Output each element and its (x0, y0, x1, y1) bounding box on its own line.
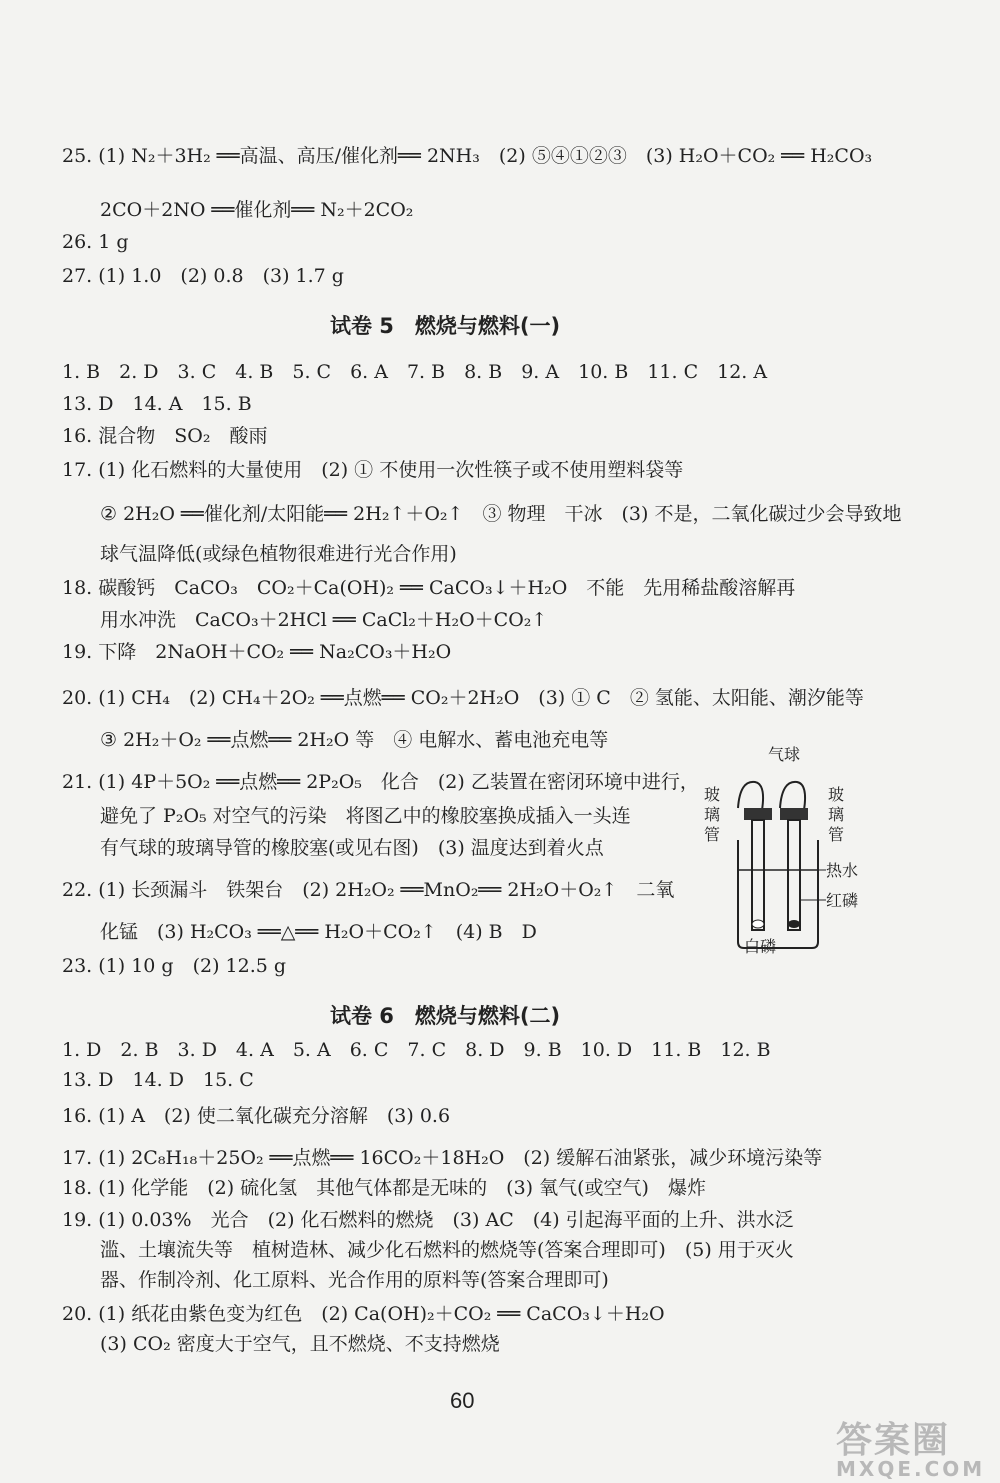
answer-line: 20. (1) CH₄ (2) CH₄＋2O₂ ══点燃══ CO₂＋2H₂O (3) ① C ② 氢能、太阳能、潮汐能等 (62, 687, 864, 709)
answer-line: 13. D 14. D 15. C (62, 1069, 254, 1091)
label-white-phosphorus: 白磷 (744, 937, 777, 955)
answer-line: 19. (1) 0.03% 光合 (2) 化石燃料的燃烧 (3) AC (4) 引起海平面的上升、洪水泛 (62, 1209, 794, 1231)
answer-line: 避免了 P₂O₅ 对空气的污染 将图乙中的橡胶塞换成插入一头连 (100, 805, 631, 827)
label-glass-left: 玻璃管 (704, 785, 721, 844)
answer-line: 2CO＋2NO ══催化剂══ N₂＋2CO₂ (100, 199, 414, 221)
label-hot-water: 热水 (826, 861, 859, 880)
answer-line: 17. (1) 2C₈H₁₈＋25O₂ ══点燃══ 16CO₂＋18H₂O (2) 缓解石油紧张，减少环境污染等 (62, 1147, 823, 1169)
watermark (836, 1412, 996, 1481)
answer-line: 18. 碳酸钙 CaCO₃ CO₂＋Ca(OH)₂ ══ CaCO₃↓＋H₂O 不能 先用稀盐酸溶解再 (62, 577, 796, 599)
answer-line: 17. (1) 化石燃料的大量使用 (2) ① 不使用一次性筷子或不使用塑料袋等 (62, 459, 684, 481)
label-glass-right: 玻璃管 (828, 785, 845, 844)
balloon-left-icon (738, 782, 763, 810)
answer-line: 滥、土壤流失等 植树造林、减少化石燃料的燃烧等(答案合理即可) (5) 用于灭火 (100, 1239, 794, 1261)
tube-left (752, 820, 764, 930)
answer-line: 16. (1) A (2) 使二氧化碳充分溶解 (3) 0.6 (62, 1105, 451, 1127)
watermark-url: MXQE.COM (836, 1457, 986, 1481)
answer-line: 1. D 2. B 3. D 4. A 5. A 6. C 7. C 8. D 9. B 10. D 11. B 12. B (62, 1039, 771, 1061)
answer-line: 22. (1) 长颈漏斗 铁架台 (2) 2H₂O₂ ══MnO₂══ 2H₂O＋O₂↑ 二氧 (62, 879, 675, 901)
answer-line: 1. B 2. D 3. C 4. B 5. C 6. A 7. B 8. B 9. A 10. B 11. C 12. A (62, 361, 768, 383)
watermark-text: 答案圈 (836, 1420, 951, 1461)
label-red-phosphorus: 红磷 (826, 891, 859, 910)
answer-line: 18. (1) 化学能 (2) 硫化氢 其他气体都是无味的 (3) 氧气(或空气) 爆炸 (62, 1177, 706, 1199)
beaker (738, 840, 818, 948)
white-phosphorus (752, 920, 764, 928)
balloon-right-icon (780, 782, 805, 810)
tube-right (788, 820, 800, 930)
answer-line: 21. (1) 4P＋5O₂ ══点燃══ 2P₂O₅ 化合 (2) 乙装置在密闭环境中进行， (62, 771, 699, 793)
answer-line: 有气球的玻璃导管的橡胶塞(或见右图) (3) 温度达到着火点 (100, 837, 604, 859)
stopper-right (780, 808, 808, 820)
stopper-left (744, 808, 772, 820)
apparatus-diagram (700, 740, 870, 955)
answer-line: 25. (1) N₂＋3H₂ ══高温、高压/催化剂══ 2NH₃ (2) ⑤④①②③ (3) H₂O＋CO₂ ══ H₂CO₃ (62, 145, 873, 167)
answer-line: (3) CO₂ 密度大于空气，且不燃烧、不支持燃烧 (100, 1333, 500, 1355)
answer-line: 化锰 (3) H₂CO₃ ══△══ H₂O＋CO₂↑ (4) B D (100, 921, 537, 943)
answer-line: 26. 1 g (62, 231, 129, 253)
section-title-5: 试卷 5 燃烧与燃料(一) (330, 314, 561, 338)
answer-line: 13. D 14. A 15. B (62, 393, 252, 415)
answer-line: 20. (1) 纸花由紫色变为红色 (2) Ca(OH)₂＋CO₂ ══ CaCO₃↓＋H₂O (62, 1303, 665, 1325)
answer-line: ② 2H₂O ══催化剂/太阳能══ 2H₂↑＋O₂↑ ③ 物理 干冰 (3) 不是，二氧化碳过少会导致地 (100, 503, 902, 525)
answer-line: ③ 2H₂＋O₂ ══点燃══ 2H₂O 等 ④ 电解水、蓄电池充电等 (100, 729, 609, 751)
answer-line: 27. (1) 1.0 (2) 0.8 (3) 1.7 g (62, 265, 344, 287)
answer-line: 23. (1) 10 g (2) 12.5 g (62, 955, 287, 977)
answer-line: 器、作制冷剂、化工原料、光合作用的原料等(答案合理即可) (100, 1269, 609, 1291)
red-phosphorus (788, 920, 800, 928)
section-title-6: 试卷 6 燃烧与燃料(二) (330, 1004, 561, 1028)
answer-line: 用水冲洗 CaCO₃＋2HCl ══ CaCl₂＋H₂O＋CO₂↑ (100, 609, 548, 631)
answer-line: 16. 混合物 SO₂ 酸雨 (62, 425, 268, 447)
answer-line: 19. 下降 2NaOH＋CO₂ ══ Na₂CO₃＋H₂O (62, 641, 452, 663)
answer-line: 球气温降低(或绿色植物很难进行光合作用) (100, 543, 457, 565)
page-number: 60 (450, 1388, 475, 1413)
label-balloon: 气球 (768, 745, 801, 764)
